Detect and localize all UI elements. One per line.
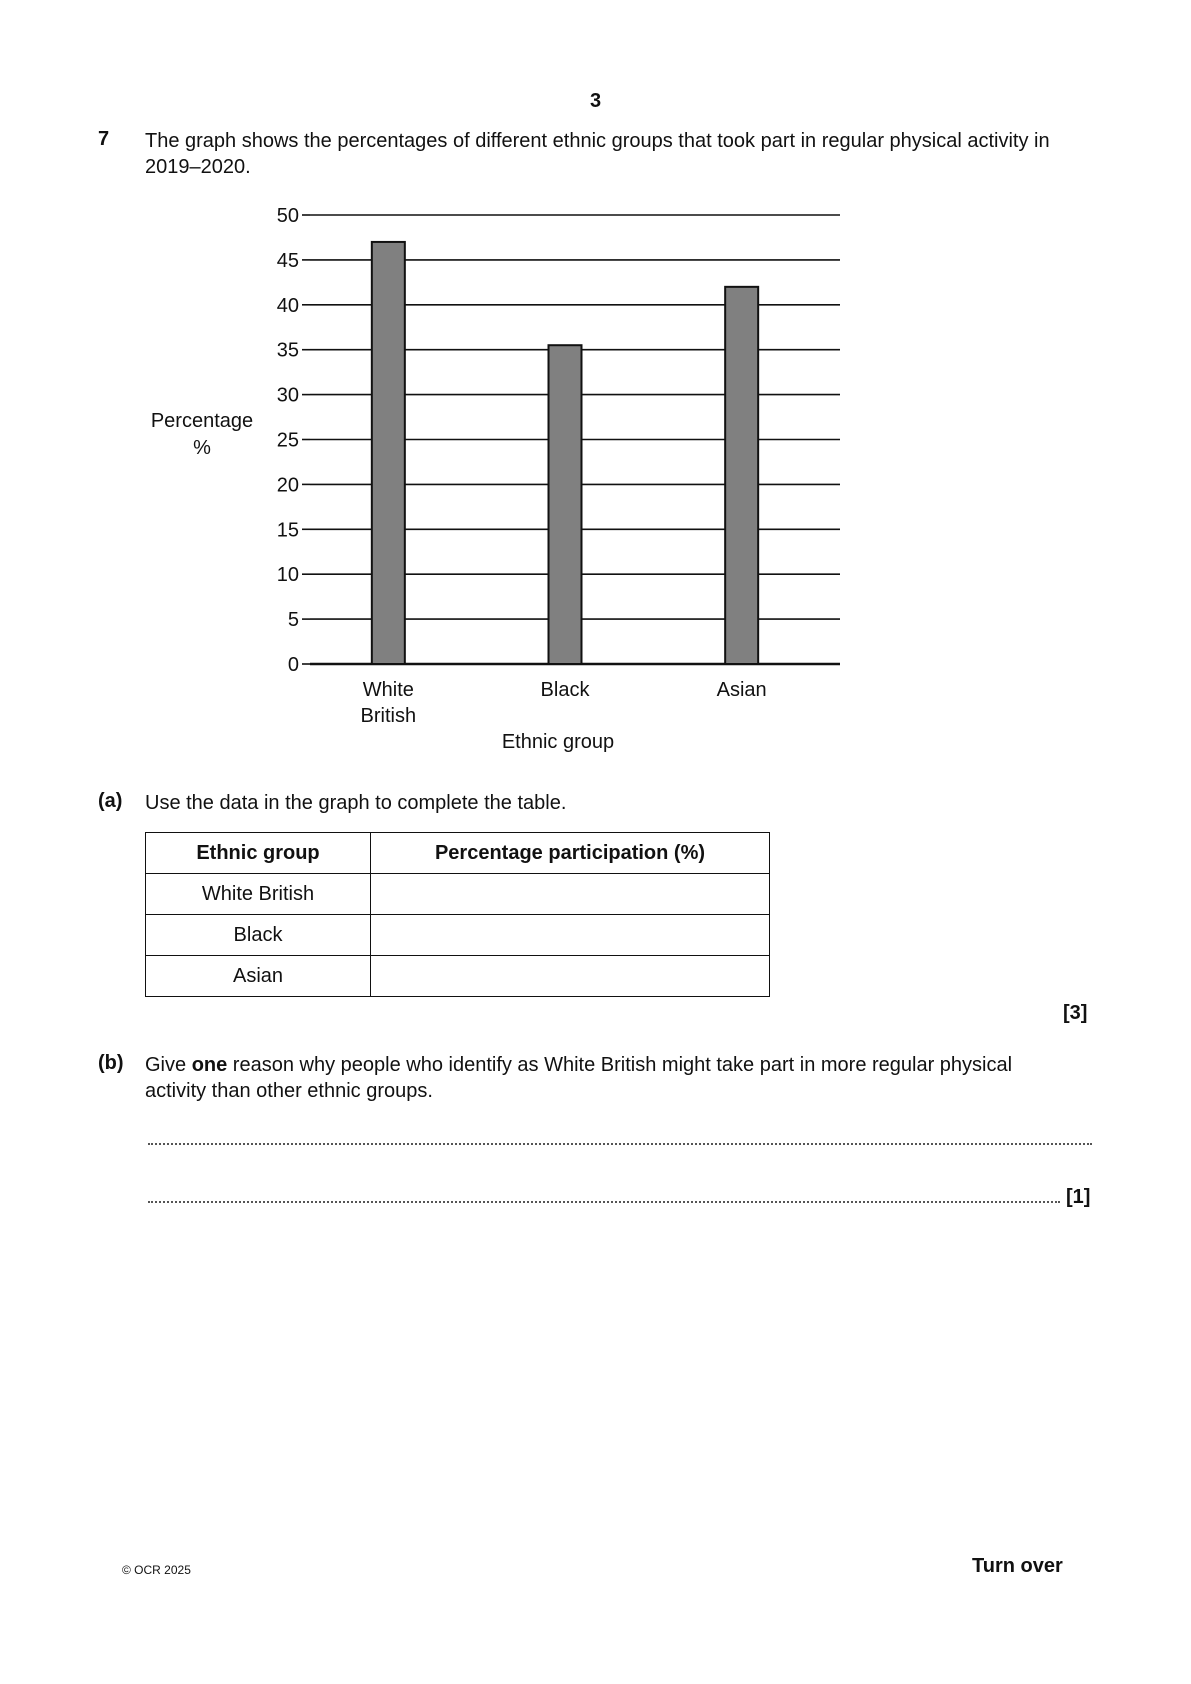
table-header-percentage: Percentage participation (%): [371, 833, 770, 874]
part-b-label: (b): [98, 1052, 124, 1074]
x-tick-label: British: [360, 705, 417, 727]
table-cell-answer[interactable]: [371, 956, 770, 997]
x-tick-label: White: [362, 679, 414, 701]
table-row: [146, 956, 770, 997]
y-tick-label: 25: [276, 429, 299, 452]
question-number: 7: [98, 128, 110, 150]
y-axis-label: Percentage: [150, 410, 254, 432]
y-axis-label: %: [193, 437, 211, 459]
answer-line-1[interactable]: [148, 1143, 1092, 1145]
y-tick-label: 30: [276, 384, 299, 407]
bar-chart: [130, 195, 850, 755]
part-b-text: Give one reason why people who identify as White British might take part in more regular physical activity than other ethnic groups.: [145, 1054, 1013, 1102]
bar: [725, 287, 758, 664]
bar: [372, 242, 405, 664]
part-a-marks: [3]: [1063, 1002, 1088, 1024]
part-a-label: (a): [98, 790, 123, 812]
emphasis-one: one: [191, 1054, 228, 1076]
table-row: [146, 915, 770, 956]
y-tick-label: 0: [287, 654, 299, 676]
table-cell-answer[interactable]: [371, 874, 770, 915]
table-cell-group: Asian: [146, 956, 371, 997]
y-tick-label: 15: [276, 519, 299, 542]
y-tick-label: 20: [276, 474, 299, 497]
answer-line-2[interactable]: [148, 1201, 1060, 1203]
copyright: © OCR 2025: [122, 1563, 191, 1577]
y-tick-label: 35: [276, 339, 299, 362]
table-cell-answer[interactable]: [371, 915, 770, 956]
y-tick-label: 45: [276, 249, 299, 272]
table-row: [146, 874, 770, 915]
y-tick-label: 10: [276, 564, 299, 587]
question-text: The graph shows the percentages of different ethnic groups that took part in regular physical activity in 2019–2020.: [145, 130, 1050, 178]
table-cell-group: Black: [146, 915, 371, 956]
page-number: 3: [589, 90, 602, 112]
part-a-text: Use the data in the graph to complete the table.: [145, 792, 567, 814]
turn-over: Turn over: [972, 1555, 1063, 1577]
y-tick-label: 5: [287, 609, 299, 632]
x-tick-label: Asian: [716, 679, 767, 701]
y-tick-label: 50: [276, 205, 299, 227]
x-tick-label: Black: [540, 679, 590, 701]
bar: [549, 345, 582, 664]
answer-table: [145, 832, 770, 997]
y-tick-label: 40: [276, 294, 299, 317]
table-header-ethnic-group: Ethnic group: [146, 833, 371, 874]
part-b-marks: [1]: [1066, 1186, 1091, 1208]
x-axis-label: Ethnic group: [501, 731, 615, 753]
table-cell-group: White British: [146, 874, 371, 915]
